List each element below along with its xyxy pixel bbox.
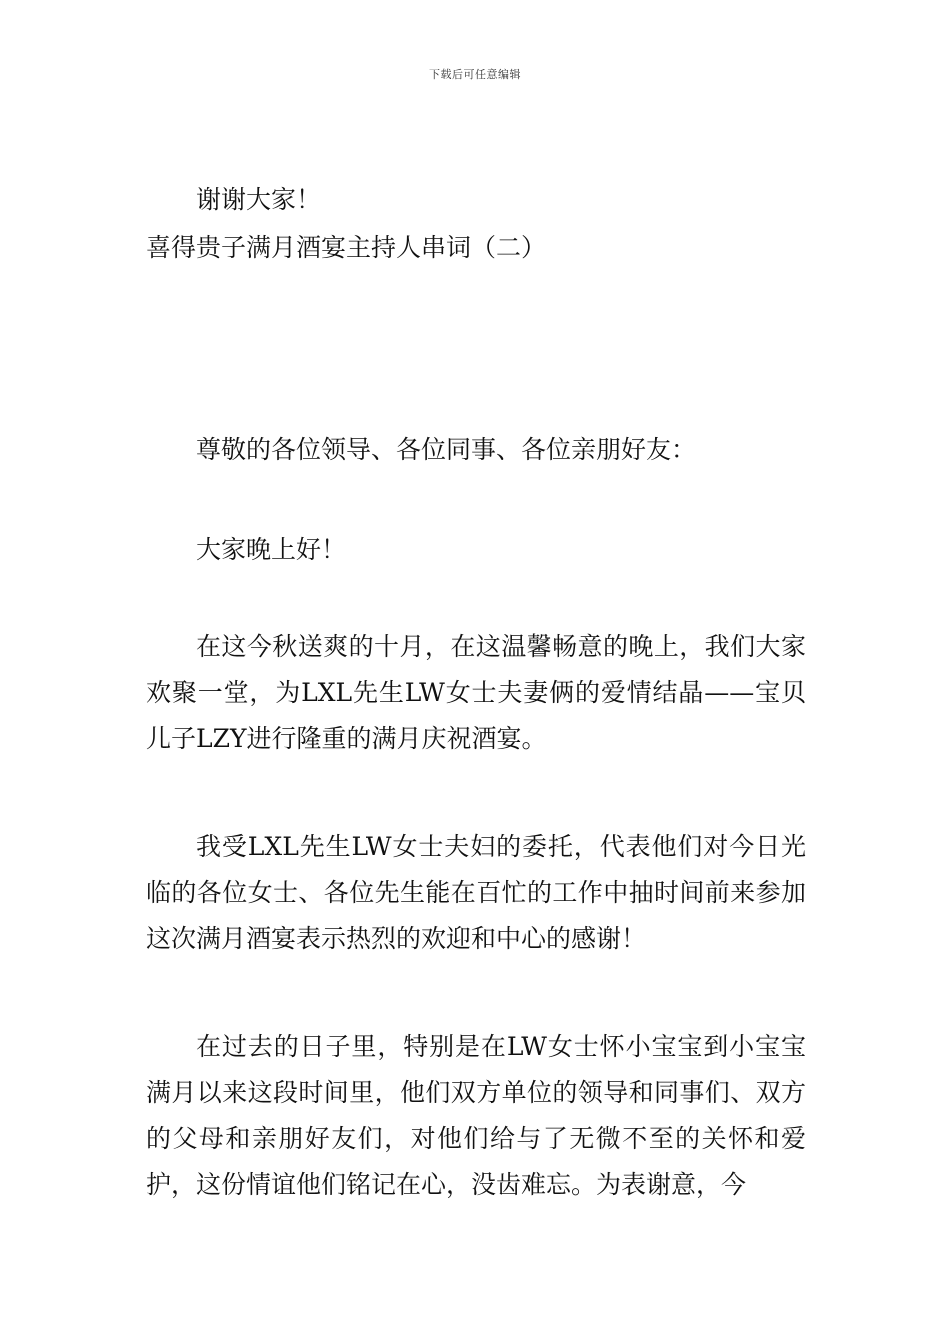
greeting-line: 尊敬的各位领导、各位同事、各位亲朋好友： [196,435,697,464]
thanks-line: 谢谢大家！ [196,185,322,214]
paragraph-3: 在过去的日子里，特别是在LW女士怀小宝宝到小宝宝满月以来这段时间里，他们双方单位的领导和同事们、双方的父母和亲朋好友们，对他们给与了无微不至的关怀和爱护，这份情谊他们铭记在心，没齿难忘。为表谢意，今 [146,1032,806,1199]
document-title: 喜得贵子满月酒宴主持人串词（二） [146,233,547,262]
paragraph-2: 我受LXL先生LW女士夫妇的委托，代表他们对今日光临的各位女士、各位先生能在百忙的工作中抽时间前来参加这次满月酒宴表示热烈的欢迎和中心的感谢！ [146,832,806,953]
evening-greeting: 大家晚上好！ [196,535,347,564]
paragraph-1: 在这今秋送爽的十月，在这温馨畅意的晚上，我们大家欢聚一堂，为LXL先生LW女士夫妻俩的爱情结晶——宝贝儿子LZY进行隆重的满月庆祝酒宴。 [146,632,806,753]
header-note: 下载后可任意编辑 [429,68,521,81]
